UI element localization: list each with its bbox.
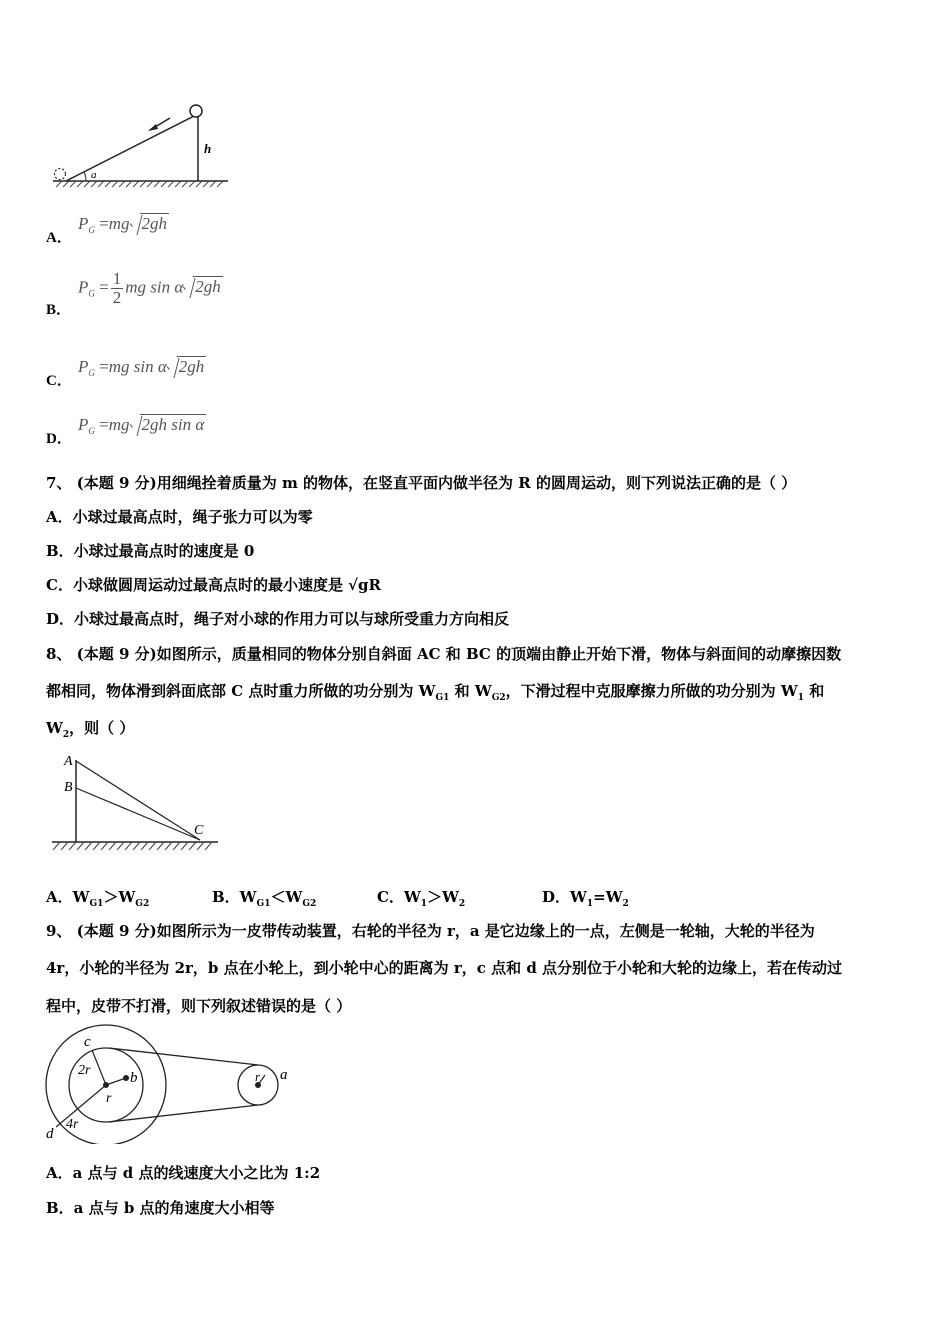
point-b-label: B — [64, 780, 73, 795]
radius-c — [92, 1050, 106, 1085]
ball-top — [190, 105, 202, 117]
incline-line — [66, 114, 198, 181]
radius-b — [106, 1078, 126, 1085]
label-d: d — [46, 1126, 54, 1142]
point-b — [123, 1075, 129, 1081]
q8-stem-line2: 都相同，物体滑到斜面底部 C 点时重力所做的功分别为 $W_{G1}$ 和 $W_{G2}$，下滑过程中克服摩擦力所做的功分别为 $W_1$ 和 — [46, 682, 825, 703]
q8-option-c[interactable]: C．$W_1>W_2$ — [377, 888, 466, 909]
arrow-head — [148, 124, 158, 131]
q6-option-b[interactable] — [46, 298, 71, 319]
incline-figure — [48, 100, 233, 195]
point-a-label: A — [64, 754, 73, 769]
q9-stem-line3: 程中，皮带不打滑，则下列叙述错误的是（ ） — [46, 997, 352, 1015]
alpha-label: a — [91, 169, 97, 181]
q6-option-a-formula: $P_G =mg$ 2gh — [78, 214, 168, 235]
q6-option-d-formula: $P_G =mg$ 2gh sin α — [78, 415, 205, 436]
option-letter: D． — [46, 431, 72, 447]
q7-option-c[interactable]: C．小球做圆周运动过最高点时的最小速度是 √gR — [46, 576, 381, 594]
belt-top — [109, 1048, 258, 1065]
label-a: a — [280, 1067, 288, 1083]
q8-stem-line1: 8、 (本题 9 分)如图所示，质量相同的物体分别自斜面 AC 和 BC 的顶端由静止开始下滑，物体与斜面间的动摩擦因数 — [46, 645, 842, 663]
q8-option-b[interactable]: B．$W_{G1}<W_{G2}$ — [212, 888, 317, 909]
slopes-figure — [48, 748, 223, 858]
q9-option-b[interactable]: B．a 点与 b 点的角速度大小相等 — [46, 1199, 275, 1217]
label-4r: 4r — [66, 1117, 79, 1132]
q9-option-a[interactable]: A．a 点与 d 点的线速度大小之比为 1:2 — [46, 1164, 321, 1182]
q6-option-c[interactable] — [46, 369, 72, 390]
slope-bc — [76, 788, 200, 840]
q7-stem: 7、 (本题 9 分)用细绳拴着质量为 m 的物体，在竖直平面内做半径为 R 的圆周运动，则下列说法正确的是（ ） — [46, 474, 797, 492]
q9-stem-line2: 4r，小轮的半径为 2r，b 点在小轮上，到小轮中心的距离为 r，c 点和 d 点分别位于小轮和大轮的边缘上，若在传动过 — [46, 959, 843, 977]
label-c: c — [84, 1034, 91, 1050]
angle-arc — [84, 172, 86, 181]
option-letter: C． — [46, 373, 72, 389]
q6-option-d[interactable] — [46, 427, 72, 448]
ground-hatch — [53, 842, 212, 850]
q6-option-b-formula: $P_G$ = $\frac{1}{2}$ mg sin α 2gh — [78, 269, 221, 307]
option-letter: A． — [46, 230, 72, 246]
q8-option-a[interactable]: A．$W_{G1}>W_{G2}$ — [46, 888, 150, 909]
q7-option-d[interactable]: D．小球过最高点时，绳子对小球的作用力可以与球所受重力方向相反 — [46, 610, 510, 628]
ball-bottom — [55, 169, 66, 180]
q9-stem-line1: 9、 (本题 9 分)如图所示为一皮带传动装置，右轮的半径为 r，a 是它边缘上的一点，左侧是一轮轴，大轮的半径为 — [46, 922, 815, 940]
belt-drive-figure — [40, 1024, 300, 1144]
q6-option-a[interactable] — [46, 226, 72, 247]
q7-option-a[interactable]: A．小球过最高点时，绳子张力可以为零 — [46, 508, 313, 526]
belt-bottom — [109, 1105, 258, 1122]
slope-ac — [76, 761, 200, 840]
ground-hatch — [56, 181, 223, 187]
q8-stem-line3: $W_2$，则（ ） — [46, 719, 135, 740]
q6-option-c-formula: $P_G =mg$ sin α 2gh — [78, 357, 205, 378]
label-r-small: r — [106, 1091, 112, 1106]
center-left — [103, 1082, 109, 1088]
option-letter: B． — [46, 302, 72, 318]
q8-option-d[interactable]: D．$W_1=W_2$ — [542, 888, 629, 909]
point-c-label: C — [194, 823, 204, 838]
label-b: b — [130, 1070, 138, 1086]
label-2r: 2r — [78, 1063, 91, 1078]
q7-option-b[interactable]: B．小球过最高点时的速度是 0 — [46, 542, 255, 560]
label-r-right: r — [255, 1069, 261, 1084]
h-label: h — [204, 141, 212, 156]
